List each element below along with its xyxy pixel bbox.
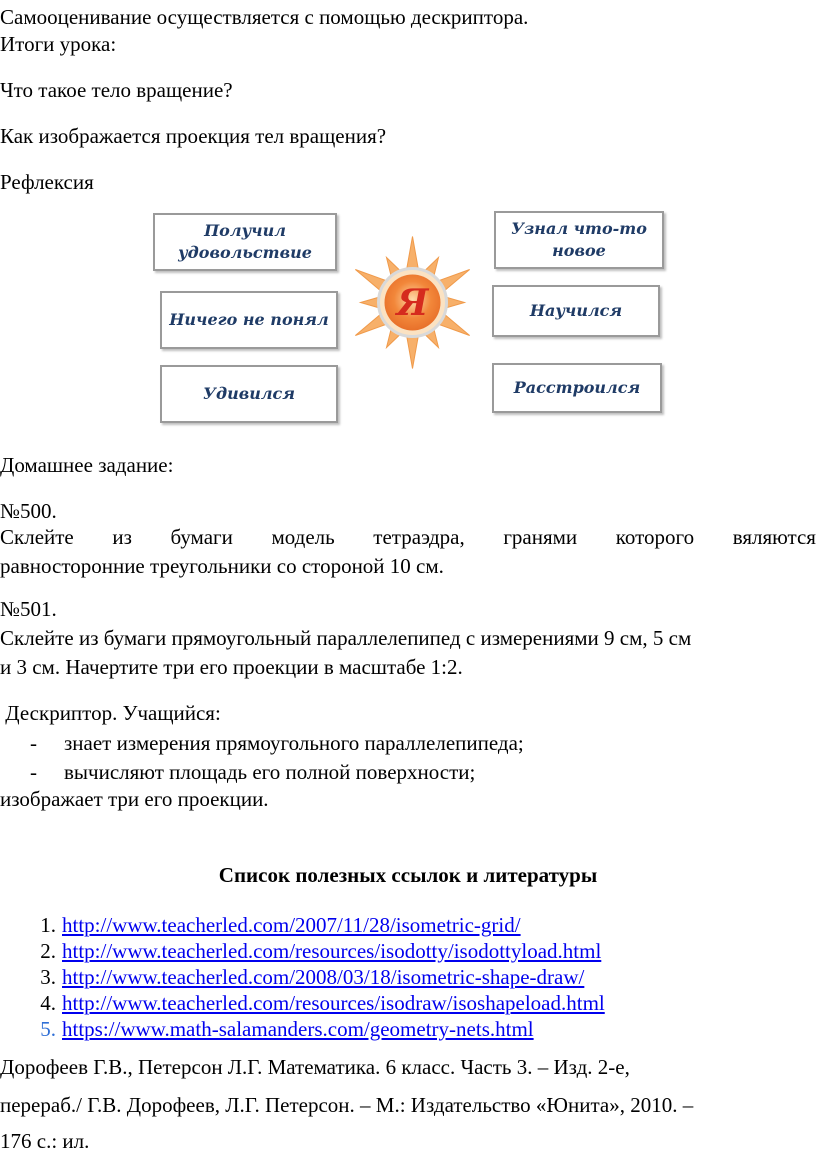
list-number: 1. [40,913,56,937]
word: вяляются [732,525,816,549]
task-501-line-2: и 3 см. Начертите три его проекции в масштабе 1:2. [0,655,463,679]
word: которого [615,525,695,549]
task-501-line-1: Склейте из бумаги прямоугольный параллелепипед с измерениями 9 см, 5 см [0,626,692,650]
book-reference-line-3: 176 с.: ил. [0,1129,90,1153]
descriptor-item [30,730,524,756]
reflection-box-text: Удивился [202,384,296,403]
reference-link-item [0,990,605,1016]
reflection-box-text: Узнал что-то [511,219,647,238]
task-500-line-2: равносторонние треугольники со стороной 10 см. [0,554,444,578]
word: гранями [503,525,578,549]
reflection-box-text: Расстроился [513,378,641,397]
reference-links [0,912,605,1042]
reflection-diagram [150,205,666,431]
descriptor-last: изображает три его проекции. [0,787,269,811]
homework-label: Домашнее задание: [0,453,174,477]
reflection-box-surprised [160,365,338,423]
descriptor-item-text: знает измерения прямоугольного параллелепипеда; [64,731,524,755]
question-2: Как изображается проекция тел вращения? [0,124,387,148]
descriptor-item [30,759,475,785]
reference-link[interactable]: http://www.teacherled.com/2007/11/28/isometric-grid/ [62,913,521,937]
book-reference-line-2: перераб./ Г.В. Дорофеев, Л.Г. Петерсон. – М.: Издательство «Юнита», 2010. – [0,1093,694,1117]
word: из [112,525,132,549]
reference-link[interactable]: http://www.teacherled.com/resources/isodraw/isoshapeload.html [62,991,605,1015]
reference-link-item [0,1016,605,1042]
dash-bullet: - [30,731,37,755]
reflection-box-learned-new [494,211,664,269]
reference-link-item [0,912,605,938]
task-500-number: №500. [0,499,57,523]
sun-icon [345,235,480,370]
word: тетраэдра, [373,525,465,549]
book-reference-line-1: Дорофеев Г.В., Петерсон Л.Г. Математика. 6 класс. Часть 3. – Изд. 2-е, [0,1055,630,1079]
lesson-results-label: Итоги урока: [0,32,117,56]
task-500-line-1 [0,524,816,550]
reference-link[interactable]: http://www.teacherled.com/resources/isodotty/isodottyload.html [62,939,602,963]
reflection-box-text: Получил [204,221,286,240]
reflection-label: Рефлексия [0,170,94,194]
references-heading: Список полезных ссылок и литературы [218,863,598,887]
reflection-box-text: удовольствие [178,243,312,262]
reference-link[interactable]: https://www.math-salamanders.com/geometry-nets.html [62,1017,534,1041]
list-number: 3. [40,965,56,989]
descriptor-title: Дескриптор. Учащийся: [0,701,221,725]
question-1: Что такое тело вращение? [0,78,233,102]
reference-link-item [0,938,605,964]
word: модель [271,525,335,549]
reflection-box-text: Ничего не понял [169,310,329,329]
word: Склейте [0,525,74,549]
list-number: 2. [40,939,56,963]
task-501-number: №501. [0,597,57,621]
word: бумаги [170,525,233,549]
descriptor-note: Самооценивание осуществляется с помощью дескриптора. [0,5,529,29]
dash-bullet: - [30,760,37,784]
reflection-box-understood-nothing [160,291,338,349]
list-number: 4. [40,991,56,1015]
reference-link[interactable]: http://www.teacherled.com/2008/03/18/isometric-shape-draw/ [62,965,585,989]
reflection-box-text: Научился [529,301,623,320]
reflection-box-text: новое [552,241,606,260]
reflection-box-learned [492,285,660,337]
reflection-box-enjoyed [153,213,337,271]
sun-letter: Я [396,282,429,324]
descriptor-item-text: вычисляют площадь его полной поверхности; [64,760,476,784]
reflection-box-upset [492,363,662,413]
list-number: 5. [40,1017,56,1041]
reference-link-item [0,964,605,990]
